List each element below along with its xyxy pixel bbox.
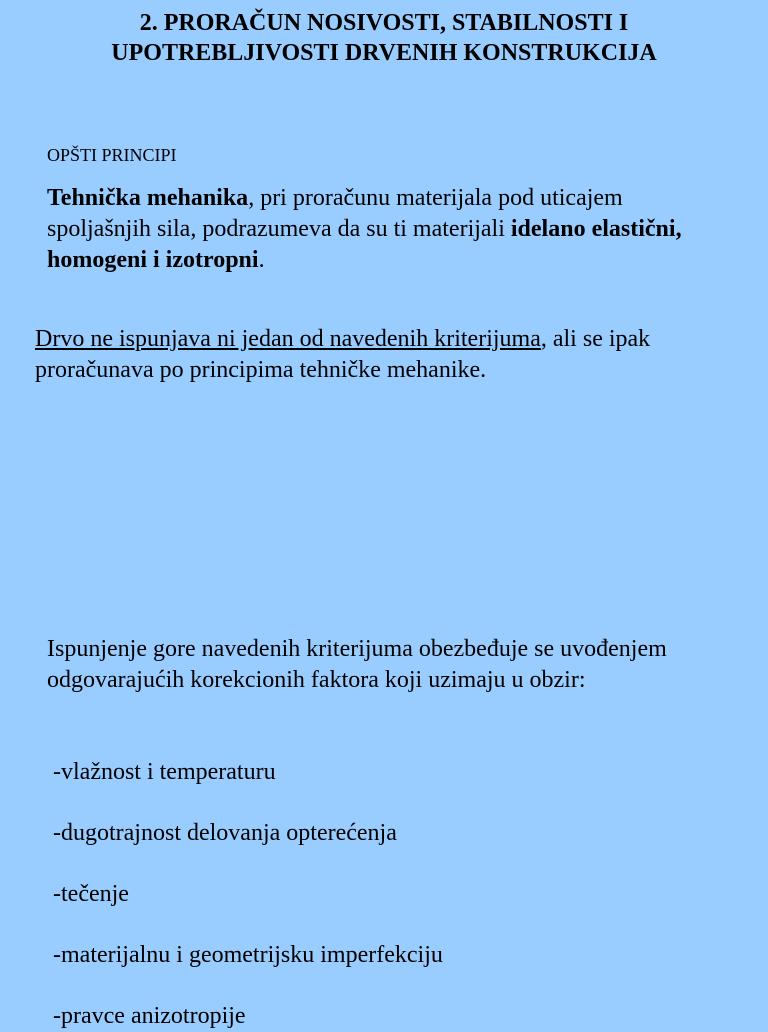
title-line-1: 2. PRORAČUN NOSIVOSTI, STABILNOSTI I [139,10,629,36]
factor-item: -tečenje [53,881,129,907]
term-technical-mechanics: Tehnička mehanika [47,185,249,211]
paragraph-mechanics-text: , pri proračunu materijala pod uticajem spoljašnjih sila, podrazumeva da su ti materijali [47,185,623,242]
factor-item: -vlažnost i temperaturu [53,759,276,785]
page-title [0,8,768,68]
paragraph-wood [35,324,735,386]
paragraph-mechanics-end: . [258,247,265,273]
paragraph-correction-factors: Ispunjenje gore navedenih kriterijuma obezbeđuje se uvođenjem odgovarajućih korekcionih faktora koji uzimaju u obzir: [47,636,667,693]
term-material-properties: idelano elastični, homogeni i izotropni [47,216,682,273]
factor-item: -dugotrajnost delovanja opterećenja [53,820,397,846]
factor-item: -pravce anizotropije [53,1003,246,1029]
title-line-2: UPOTREBLJIVOSTI DRVENIH KONSTRUKCIJA [111,40,657,66]
paragraph-mechanics [47,183,727,276]
factor-item: -materijalnu i geometrijsku imperfekciju [53,942,443,968]
section-heading: OPŠTI PRINCIPI [47,145,177,165]
wood-statement-rest: , ali se ipak proračunava po principima tehničke mehanike. [35,326,651,383]
wood-statement-underlined: Drvo ne ispunjava ni jedan od navedenih kriterijuma [35,326,541,352]
